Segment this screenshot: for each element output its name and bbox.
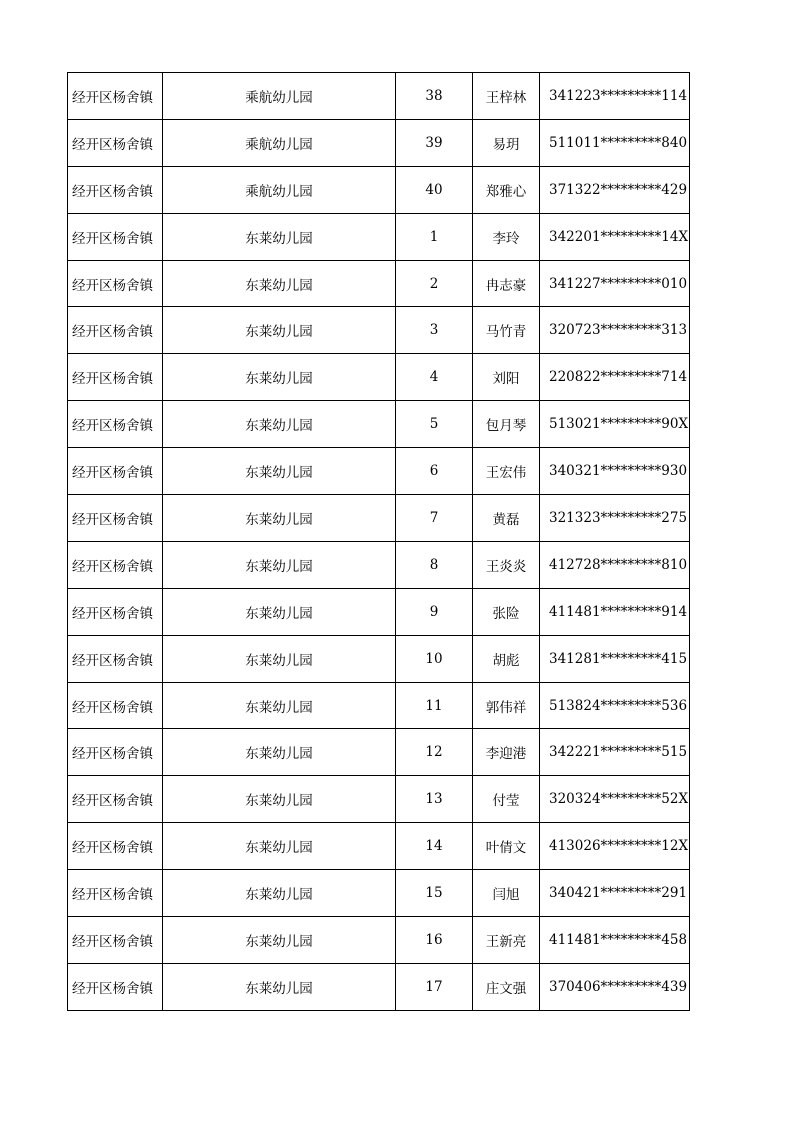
town-cell: 经开区杨舍镇 <box>68 213 163 260</box>
id-number-cell: 411481*********458 <box>540 917 690 964</box>
table-row <box>68 354 690 401</box>
town-cell: 经开区杨舍镇 <box>68 495 163 542</box>
id-number-cell: 220822*********714 <box>540 354 690 401</box>
name-cell: 王梓林 <box>473 73 540 120</box>
table-row <box>68 917 690 964</box>
school-cell: 乘航幼儿园 <box>163 166 396 213</box>
number-cell: 6 <box>396 448 473 495</box>
town-cell: 经开区杨舍镇 <box>68 260 163 307</box>
number-cell: 13 <box>396 776 473 823</box>
id-number-cell: 320723*********313 <box>540 307 690 354</box>
school-cell: 东莱幼儿园 <box>163 307 396 354</box>
name-cell: 刘阳 <box>473 354 540 401</box>
id-number-cell: 412728*********810 <box>540 541 690 588</box>
number-cell: 11 <box>396 682 473 729</box>
table-row <box>68 401 690 448</box>
school-cell: 东莱幼儿园 <box>163 401 396 448</box>
id-number-cell: 341227*********010 <box>540 260 690 307</box>
name-cell: 王新亮 <box>473 917 540 964</box>
town-cell: 经开区杨舍镇 <box>68 448 163 495</box>
school-cell: 东莱幼儿园 <box>163 588 396 635</box>
id-number-cell: 342221*********515 <box>540 729 690 776</box>
name-cell: 李玲 <box>473 213 540 260</box>
school-cell: 乘航幼儿园 <box>163 119 396 166</box>
name-cell: 李迎港 <box>473 729 540 776</box>
name-cell: 张险 <box>473 588 540 635</box>
name-cell: 易玥 <box>473 119 540 166</box>
town-cell: 经开区杨舍镇 <box>68 166 163 213</box>
school-cell: 乘航幼儿园 <box>163 73 396 120</box>
number-cell: 17 <box>396 963 473 1010</box>
town-cell: 经开区杨舍镇 <box>68 776 163 823</box>
id-number-cell: 341281*********415 <box>540 635 690 682</box>
id-number-cell: 513021*********90X <box>540 401 690 448</box>
table-row <box>68 448 690 495</box>
number-cell: 9 <box>396 588 473 635</box>
id-number-cell: 340421*********291 <box>540 870 690 917</box>
school-cell: 东莱幼儿园 <box>163 823 396 870</box>
number-cell: 10 <box>396 635 473 682</box>
number-cell: 2 <box>396 260 473 307</box>
id-number-cell: 320324*********52X <box>540 776 690 823</box>
name-cell: 叶倩文 <box>473 823 540 870</box>
id-number-cell: 321323*********275 <box>540 495 690 542</box>
id-number-cell: 413026*********12X <box>540 823 690 870</box>
table-row <box>68 588 690 635</box>
table-row <box>68 682 690 729</box>
number-cell: 16 <box>396 917 473 964</box>
id-number-cell: 370406*********439 <box>540 963 690 1010</box>
table-row <box>68 166 690 213</box>
town-cell: 经开区杨舍镇 <box>68 729 163 776</box>
number-cell: 38 <box>396 73 473 120</box>
name-cell: 付莹 <box>473 776 540 823</box>
number-cell: 5 <box>396 401 473 448</box>
town-cell: 经开区杨舍镇 <box>68 917 163 964</box>
name-cell: 王炎炎 <box>473 541 540 588</box>
name-cell: 王宏伟 <box>473 448 540 495</box>
table-row <box>68 495 690 542</box>
town-cell: 经开区杨舍镇 <box>68 119 163 166</box>
roster-table <box>67 72 690 1011</box>
id-number-cell: 511011*********840 <box>540 119 690 166</box>
name-cell: 黄磊 <box>473 495 540 542</box>
school-cell: 东莱幼儿园 <box>163 354 396 401</box>
school-cell: 东莱幼儿园 <box>163 635 396 682</box>
school-cell: 东莱幼儿园 <box>163 776 396 823</box>
id-number-cell: 342201*********14X <box>540 213 690 260</box>
name-cell: 郭伟祥 <box>473 682 540 729</box>
number-cell: 4 <box>396 354 473 401</box>
id-number-cell: 513824*********536 <box>540 682 690 729</box>
table-row <box>68 776 690 823</box>
id-number-cell: 341223*********114 <box>540 73 690 120</box>
name-cell: 胡彪 <box>473 635 540 682</box>
town-cell: 经开区杨舍镇 <box>68 823 163 870</box>
town-cell: 经开区杨舍镇 <box>68 307 163 354</box>
table-row <box>68 260 690 307</box>
id-number-cell: 411481*********914 <box>540 588 690 635</box>
table-row <box>68 635 690 682</box>
table-row <box>68 307 690 354</box>
town-cell: 经开区杨舍镇 <box>68 588 163 635</box>
number-cell: 3 <box>396 307 473 354</box>
town-cell: 经开区杨舍镇 <box>68 73 163 120</box>
number-cell: 40 <box>396 166 473 213</box>
id-number-cell: 371322*********429 <box>540 166 690 213</box>
school-cell: 东莱幼儿园 <box>163 495 396 542</box>
school-cell: 东莱幼儿园 <box>163 729 396 776</box>
school-cell: 东莱幼儿园 <box>163 260 396 307</box>
table-row <box>68 73 690 120</box>
id-number-cell: 340321*********930 <box>540 448 690 495</box>
school-cell: 东莱幼儿园 <box>163 917 396 964</box>
town-cell: 经开区杨舍镇 <box>68 541 163 588</box>
name-cell: 闫旭 <box>473 870 540 917</box>
town-cell: 经开区杨舍镇 <box>68 682 163 729</box>
school-cell: 东莱幼儿园 <box>163 213 396 260</box>
table-row <box>68 870 690 917</box>
table-row <box>68 729 690 776</box>
town-cell: 经开区杨舍镇 <box>68 354 163 401</box>
table-row <box>68 541 690 588</box>
name-cell: 郑雅心 <box>473 166 540 213</box>
town-cell: 经开区杨舍镇 <box>68 963 163 1010</box>
number-cell: 1 <box>396 213 473 260</box>
number-cell: 8 <box>396 541 473 588</box>
number-cell: 14 <box>396 823 473 870</box>
table-row <box>68 963 690 1010</box>
town-cell: 经开区杨舍镇 <box>68 870 163 917</box>
number-cell: 7 <box>396 495 473 542</box>
table-row <box>68 823 690 870</box>
town-cell: 经开区杨舍镇 <box>68 401 163 448</box>
number-cell: 12 <box>396 729 473 776</box>
school-cell: 东莱幼儿园 <box>163 541 396 588</box>
roster-table-body <box>68 73 690 1011</box>
name-cell: 马竹青 <box>473 307 540 354</box>
town-cell: 经开区杨舍镇 <box>68 635 163 682</box>
school-cell: 东莱幼儿园 <box>163 963 396 1010</box>
name-cell: 冉志豪 <box>473 260 540 307</box>
school-cell: 东莱幼儿园 <box>163 682 396 729</box>
name-cell: 庄文强 <box>473 963 540 1010</box>
table-row <box>68 213 690 260</box>
number-cell: 39 <box>396 119 473 166</box>
table-row <box>68 119 690 166</box>
school-cell: 东莱幼儿园 <box>163 448 396 495</box>
name-cell: 包月琴 <box>473 401 540 448</box>
school-cell: 东莱幼儿园 <box>163 870 396 917</box>
number-cell: 15 <box>396 870 473 917</box>
